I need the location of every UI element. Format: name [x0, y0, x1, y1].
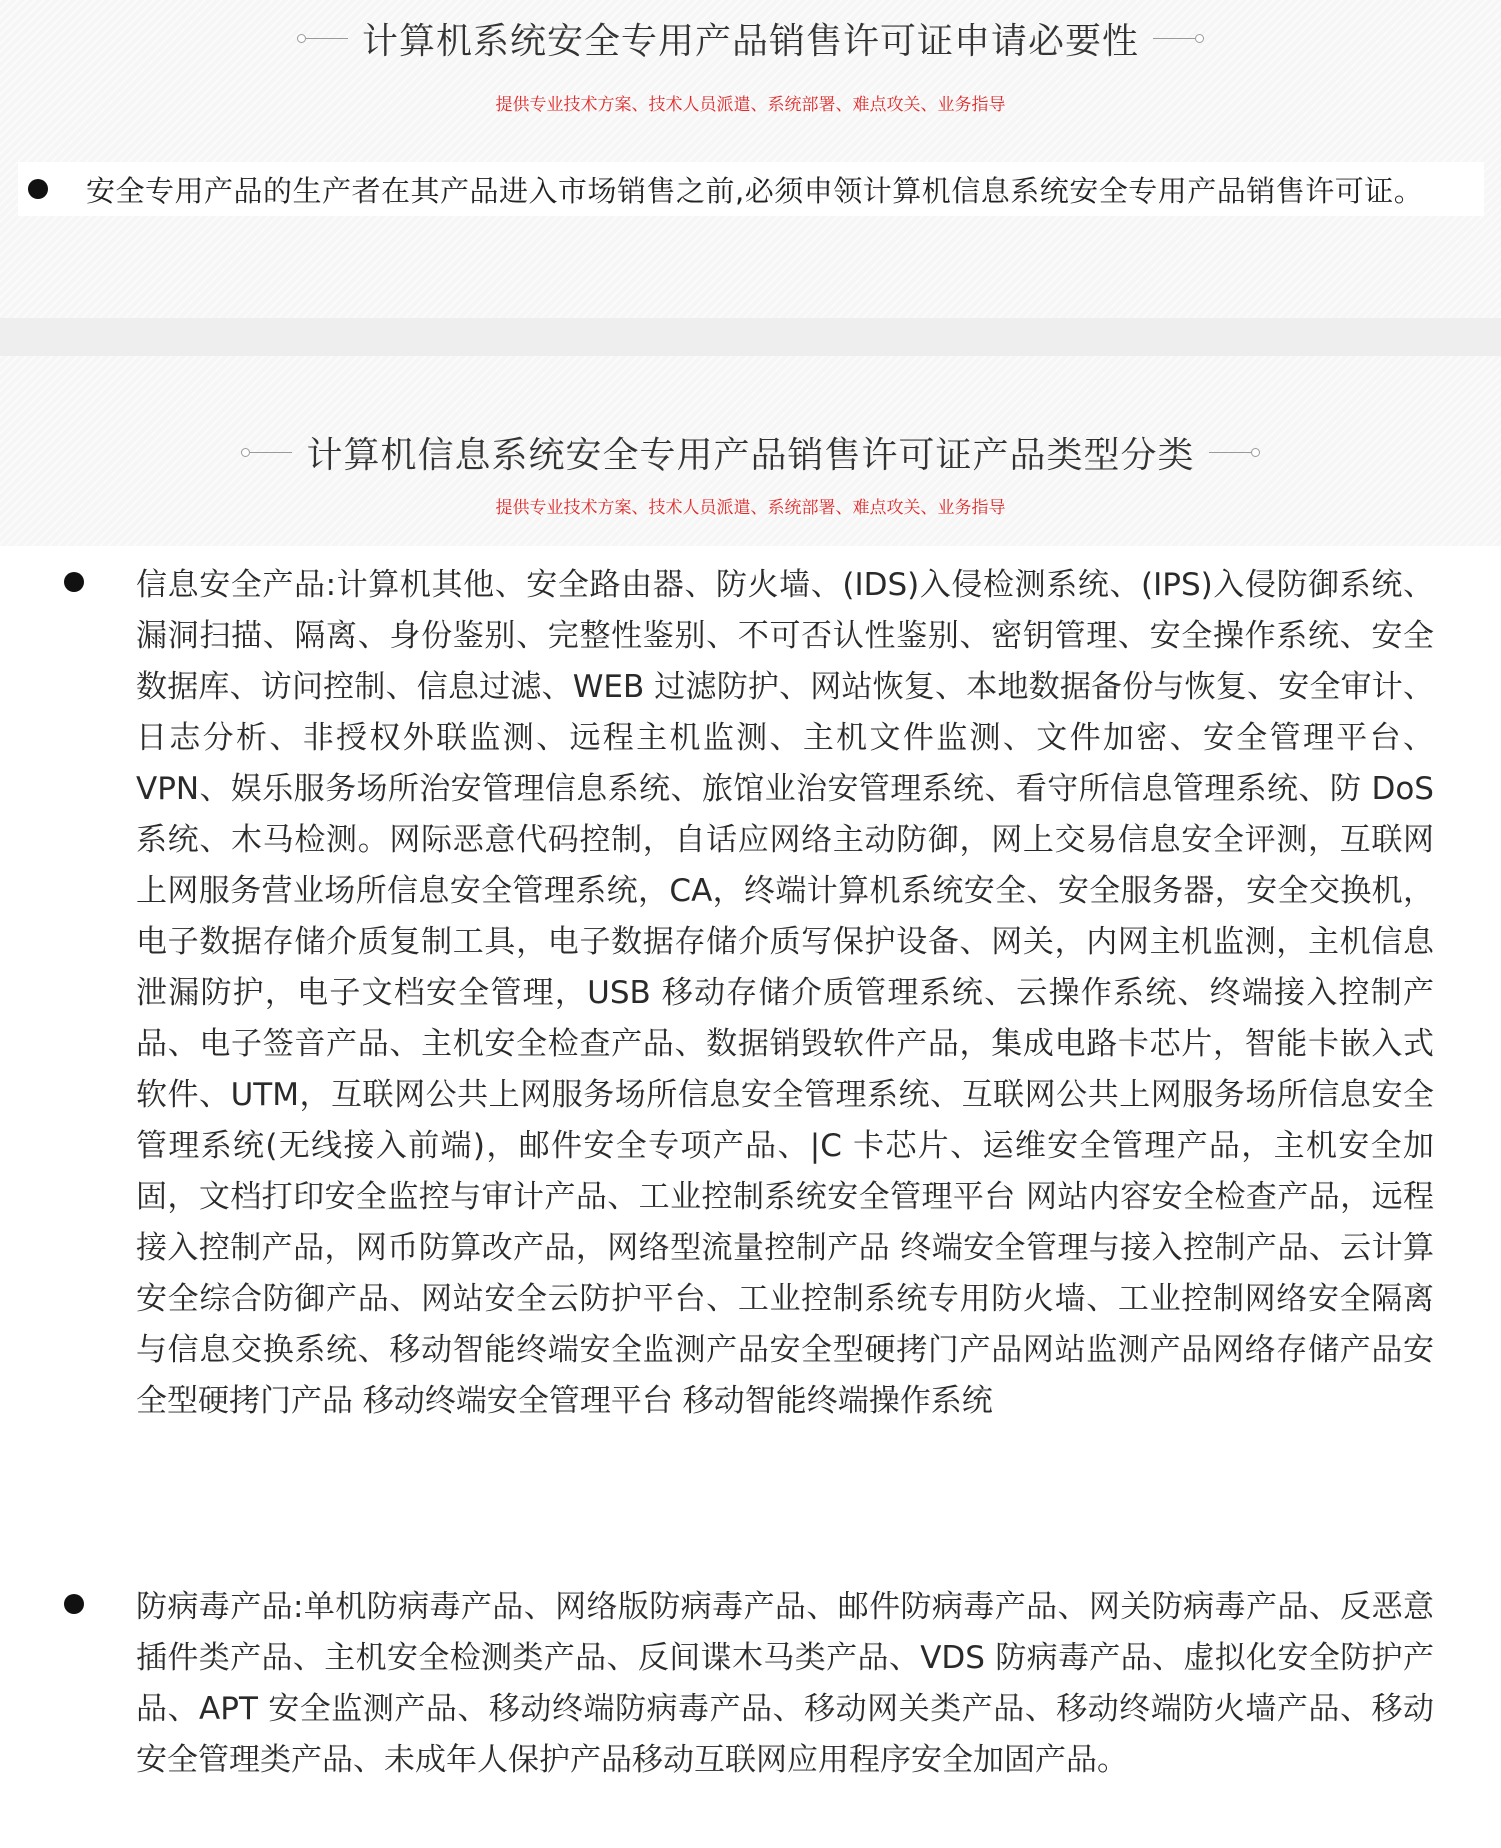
section1-heading — [0, 10, 1501, 66]
bullet-dot — [64, 1594, 84, 1614]
title-right-decoration — [1153, 34, 1204, 43]
bullet-dot — [28, 179, 48, 199]
section1-subtitle: 提供专业技术方案、技术人员派遣、系统部署、难点攻关、业务指导 — [495, 95, 1006, 115]
intro-bullet — [18, 162, 1484, 216]
section2-heading — [0, 424, 1501, 480]
title-right-decoration — [1209, 448, 1260, 457]
bullet-dot — [64, 572, 84, 592]
list-item — [64, 560, 1434, 1427]
section2-title: 计算机信息系统安全专用产品销售许可证产品类型分类 — [306, 434, 1195, 476]
list-item — [64, 1582, 1434, 1786]
section-divider — [0, 318, 1501, 356]
section1-title: 计算机系统安全专用产品销售许可证申请必要性 — [361, 20, 1139, 62]
intro-text: 安全专用产品的生产者在其产品进入市场销售之前,必须申领计算机信息系统安全专用产品销售许可证。 — [86, 173, 1424, 208]
title-left-decoration — [297, 34, 348, 43]
list-item-text: 信息安全产品:计算机其他、安全路由器、防火墙、(IDS)入侵检测系统、(IPS)入侵防御系统、漏洞扫描、隔离、身份鉴别、完整性鉴别、不可否认性鉴别、密钥管理、安全操作系统、安全数据库、访问控制、信息过滤、WEB 过滤防护、网站恢复、本地数据备份与恢复、安全审计、日志分析、非授权外联监测、远程主机监测、主机文件监测、文件加密、安全管理平台、VPN、娱乐服务场所治安管理信息系统、旅馆业治安管理系统、看守所信息管理系统、防 DoS 系统、木马检测。网际恶意代码控制，自话应网络主动防御，网上交易信息安全评测，互联网上网服务营业场所信息安全管理系统，CA，终端计算机系统安全、安全服务器，安全交换机，电子数据存储介质复制工具，电子数据存储介质写保护设备、网关，内网主机监测，主机信息泄漏防护，电子文档安全管理，USB 移动存储介质管理系统、云操作系统、终端接入控制产品、电子签音产品、主机安全检查产品、数据销毁软件产品，集成电路卡芯片，智能卡嵌入式软件、UTM，互联网公共上网服务场所信息安全管理系统、互联网公共上网服务场所信息安全管理系统(无线接入前端)，邮件安全专项产品、|C 卡芯片、运维安全管理产品，主机安全加固，文档打印安全监控与审计产品、工业控制系统安全管理平台 网站内容安全检查产品，远程接入控制产品，网币防算改产品，网络型流量控制产品 终端安全管理与接入控制产品、云计算安全综合防御产品、网站安全云防护平台、工业控制系统专用防火墙、工业控制网络安全隔离与信息交换系统、移动智能终端安全监测产品安全型硬拷门产品网站监测产品网络存储产品安全型硬拷门产品 移动终端安全管理平台 移动智能终端操作系统 — [136, 567, 1434, 1419]
section2-subtitle: 提供专业技术方案、技术人员派遣、系统部署、难点攻关、业务指导 — [495, 498, 1006, 518]
title-left-decoration — [241, 448, 292, 457]
list-item-text: 防病毒产品:单机防病毒产品、网络版防病毒产品、邮件防病毒产品、网关防病毒产品、反恶意插件类产品、主机安全检测类产品、反间谍木马类产品、VDS 防病毒产品、虚拟化安全防护产品、APT 安全监测产品、移动终端防病毒产品、移动网关类产品、移动终端防火墙产品、移动安全管理类产品、未成年人保护产品移动互联网应用程序安全加固产品。 — [136, 1589, 1434, 1778]
